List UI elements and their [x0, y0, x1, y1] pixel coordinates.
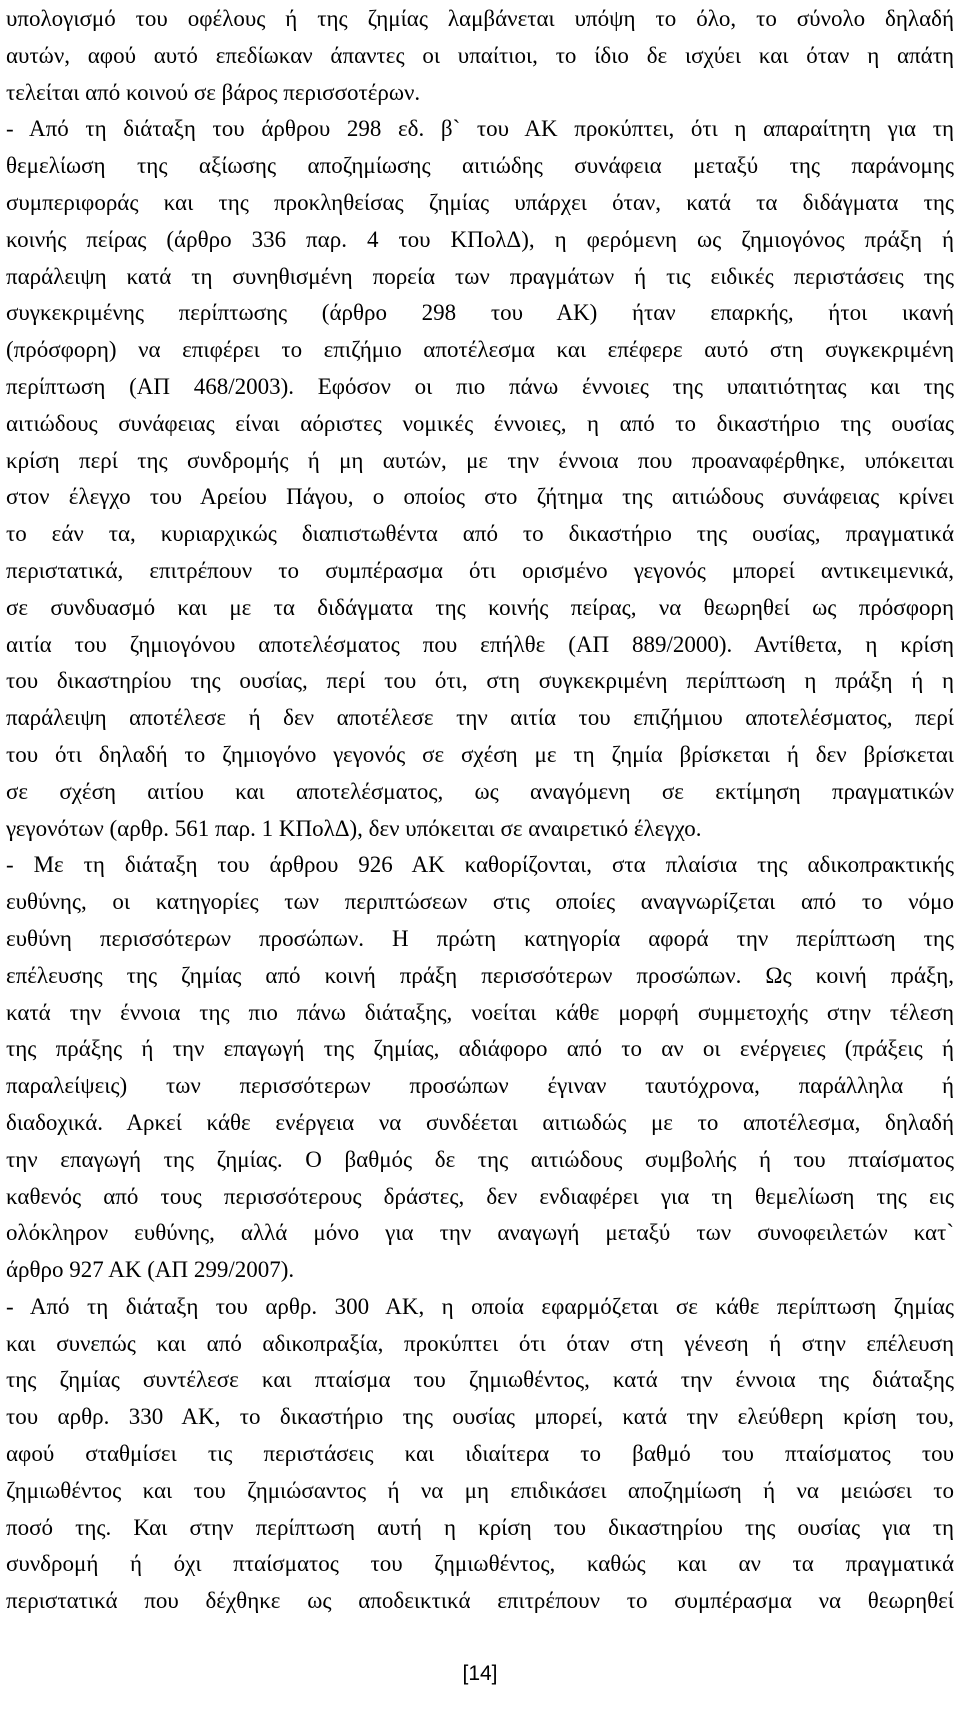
text-line: ολόκληρον ευθύνης, αλλά μόνο για την αναγωγή μεταξύ των συνοφειλετών κατ`: [6, 1220, 954, 1246]
text-line: υπολογισμό του οφέλους ή της ζημίας λαμβάνεται υπόψη το όλο, το σύνολο δηλαδή: [6, 6, 954, 31]
text-line: κοινής πείρας (άρθρο 336 παρ. 4 του ΚΠολΔ), η φερόμενη ως ζημιογόνος πράξη ή: [6, 226, 954, 252]
text-line: παραλείψεις) των περισσότερων προσώπων έγιναν ταυτόχρονα, παράλληλα ή: [6, 1073, 954, 1099]
text-line: επέλευσης της ζημίας από κοινή πράξη περισσότερων προσώπων. Ως κοινή πράξη,: [6, 962, 954, 988]
text-line: του δικαστηρίου της ουσίας, περί του ότι, στη συγκεκριμένη περίπτωση η πράξη ή η: [6, 668, 954, 694]
text-line: άρθρο 927 ΑΚ (ΑΠ 299/2007).: [6, 1257, 295, 1283]
text-line: συμπεριφοράς και της προκληθείσας ζημίας υπάρχει όταν, κατά τα διδάγματα της: [6, 189, 954, 215]
text-line: αιτιώδους συνάφειας είναι αόριστες νομικές έννοιες, η από το δικαστήριο της ουσίας: [6, 410, 954, 436]
text-line: παράλειψη κατά τη συνηθισμένη πορεία των πραγμάτων ή τις ειδικές περιστάσεις της: [6, 263, 954, 289]
text-line: περίπτωση (ΑΠ 468/2003). Εφόσον οι πιο πάνω έννοιες της υπαιτιότητας και της: [6, 373, 954, 399]
text-line: αφού σταθμίσει τις περιστάσεις και ιδιαίτερα το βαθμό του πταίσματος του: [6, 1441, 954, 1467]
text-line: - Με τη διάταξη του άρθρου 926 ΑΚ καθορίζονται, στα πλαίσια της αδικοπρακτικής: [6, 852, 954, 878]
text-line: στον έλεγχο του Αρείου Πάγου, ο οποίος στο ζήτημα της αιτιώδους συνάφειας κρίνει: [6, 484, 954, 510]
text-line: διαδοχικά. Αρκεί κάθε ενέργεια να συνδέεται αιτιωδώς με το αποτέλεσμα, δηλαδή: [6, 1109, 954, 1135]
text-line: - Από τη διάταξη του άρθρου 298 εδ. β` του ΑΚ προκύπτει, ότι η απαραίτητη για τη: [6, 116, 954, 142]
text-line: ζημιωθέντος και του ζημιώσαντος ή να μη επιδικάσει αποζημίωση ή να μειώσει το: [6, 1477, 954, 1503]
text-line: και συνεπώς και από αδικοπραξία, προκύπτει ότι όταν στη γένεση ή στην επέλευση: [6, 1330, 954, 1356]
text-line: του ότι δηλαδή το ζημιογόνο γεγονός σε σχέση με τη ζημία βρίσκεται ή δεν βρίσκεται: [6, 741, 954, 767]
body-text: [6, 1, 954, 1620]
text-line: ευθύνης, οι κατηγορίες των περιπτώσεων στις οποίες αναγνωρίζεται από το νόμο: [6, 889, 954, 915]
text-line: παράλειψη αποτέλεσε ή δεν αποτέλεσε την αιτία του επιζήμιου αποτελέσματος, περί: [6, 705, 954, 731]
text-line: περιστατικά που δέχθηκε ως αποδεικτικά επιτρέπουν το συμπέρασμα να θεωρηθεί: [6, 1588, 954, 1614]
text-line: (πρόσφορη) να επιφέρει το επιζήμιο αποτέλεσμα και επέφερε αυτό στη συγκεκριμένη: [6, 337, 954, 363]
text-line: του αρθρ. 330 ΑΚ, το δικαστήριο της ουσίας μπορεί, κατά την ελεύθερη κρίση του,: [6, 1404, 954, 1430]
text-line: ποσό της. Και στην περίπτωση αυτή η κρίση του δικαστηρίου της ουσίας για τη: [6, 1514, 954, 1540]
text-line: αιτία του ζημιογόνου αποτελέσματος που επήλθε (ΑΠ 889/2000). Αντίθετα, η κρίση: [6, 631, 954, 657]
text-line: τελείται από κοινού σε βάρος περισσοτέρων.: [6, 79, 421, 105]
text-line: σε συνδυασμό και με τα διδάγματα της κοινής πείρας, να θεωρηθεί ως πρόσφορη: [6, 594, 954, 620]
text-line: της ζημίας συντέλεσε και πταίσμα του ζημιωθέντος, κατά την έννοια της διάταξης: [6, 1367, 954, 1393]
text-line: θεμελίωση της αξίωσης αποζημίωσης αιτιώδης συνάφεια μεταξύ της παράνομης: [6, 153, 954, 179]
text-line: κρίση περί της συνδρομής ή μη αυτών, με την έννοια που προαναφέρθηκε, υπόκειται: [6, 447, 954, 473]
text-line: κατά την έννοια της πιο πάνω διάταξης, νοείται κάθε μορφή συμμετοχής στην τέλεση: [6, 999, 954, 1025]
text-line: περιστατικά, επιτρέπουν το συμπέρασμα ότι ορισμένο γεγονός μπορεί αντικειμενικά,: [6, 557, 954, 583]
text-line: καθενός από τους περισσότερους δράστες, δεν ενδιαφέρει για τη θεμελίωση της εις: [6, 1183, 954, 1209]
text-line: γεγονότων (αρθρ. 561 παρ. 1 ΚΠολΔ), δεν υπόκειται σε αναιρετικό έλεγχο.: [6, 815, 702, 841]
text-line: το εάν τα, κυριαρχικώς διαπιστωθέντα από το δικαστήριο της ουσίας, πραγματικά: [6, 521, 954, 547]
page-number: [14]: [462, 1662, 498, 1685]
text-line: αυτών, αφού αυτό επεδίωκαν άπαντες οι υπαίτιοι, το ίδιο δε ισχύει και όταν η απάτη: [6, 42, 954, 68]
text-line: σε σχέση αιτίου και αποτελέσματος, ως αναγόμενη σε εκτίμηση πραγματικών: [6, 778, 954, 804]
text-line: συγκεκριμένης περίπτωσης (άρθρο 298 του ΑΚ) ήταν επαρκής, ήτοι ικανή: [6, 300, 954, 326]
text-line: - Από τη διάταξη του αρθρ. 300 ΑΚ, η οποία εφαρμόζεται σε κάθε περίπτωση ζημίας: [6, 1293, 954, 1319]
text-line: της πράξης ή την επαγωγή της ζημίας, αδιάφορο από το αν οι ενέργειες (πράξεις ή: [6, 1036, 954, 1062]
text-line: την επαγωγή της ζημίας. Ο βαθμός δε της αιτιώδους συμβολής ή του πταίσματος: [6, 1146, 954, 1172]
text-line: ευθύνη περισσότερων προσώπων. Η πρώτη κατηγορία αφορά την περίπτωση της: [6, 925, 954, 951]
text-line: συνδρομή ή όχι πταίσματος του ζημιωθέντος, καθώς και αν τα πραγματικά: [6, 1551, 954, 1577]
